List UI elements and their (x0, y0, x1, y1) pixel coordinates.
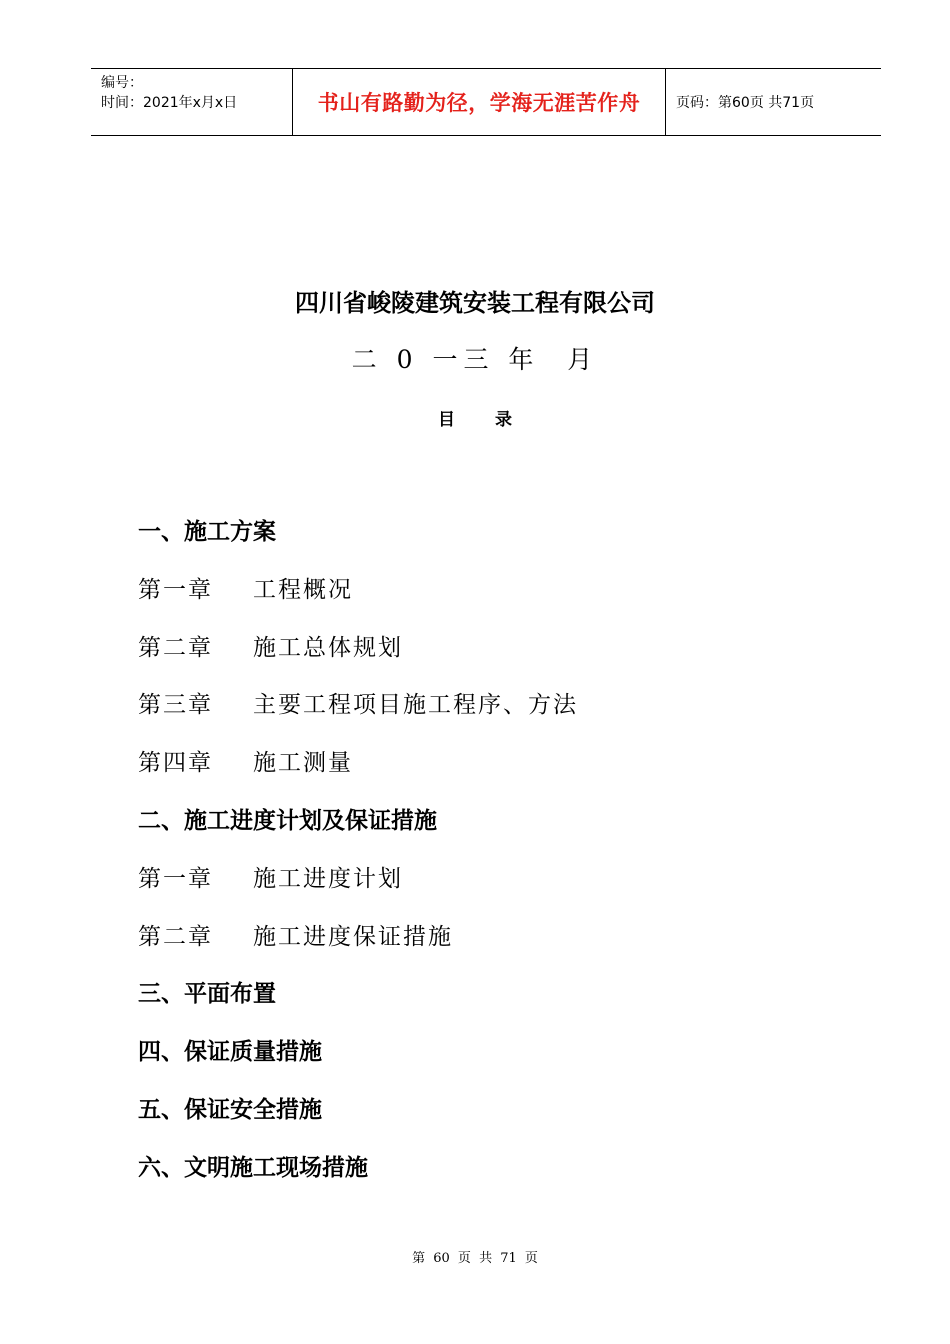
toc-section-title: 四、保证质量措施 (138, 1039, 322, 1066)
toc-section[interactable] (138, 974, 838, 1032)
header-meta (91, 69, 293, 135)
toc-chapter-number: 第四章 (138, 750, 213, 777)
toc-chapter-number: 第二章 (138, 923, 213, 950)
toc-chapter-title: 施工测量 (253, 750, 353, 777)
toc-section-title: 五、保证安全措施 (138, 1096, 322, 1123)
toc-chapter-title: 施工总体规划 (253, 634, 403, 661)
toc-section-title: 一、施工方案 (138, 519, 276, 545)
toc-chapter[interactable] (138, 570, 838, 628)
table-of-contents (138, 512, 838, 1206)
page-footer: 第 60 页 共 71 页 (412, 1251, 538, 1266)
toc-chapter-title: 主要工程项目施工程序、方法 (253, 692, 578, 719)
toc-title: 目录 (438, 410, 552, 430)
toc-chapter-number: 第一章 (138, 865, 213, 892)
toc-chapter[interactable] (138, 859, 838, 917)
toc-section[interactable] (138, 1148, 838, 1206)
toc-section-title: 六、文明施工现场措施 (138, 1154, 368, 1181)
header-time-label: 时间：2021年x月x日 (101, 95, 238, 111)
toc-chapter-title: 施工进度计划 (253, 865, 403, 892)
toc-chapter[interactable] (138, 917, 838, 975)
toc-chapter-number: 第三章 (138, 692, 213, 719)
toc-section[interactable] (138, 1032, 838, 1090)
toc-chapter[interactable] (138, 628, 838, 686)
toc-chapter[interactable] (138, 743, 838, 801)
header-page-label: 页码：第60页 共71页 (676, 95, 815, 111)
date-line: 二 0 一三 年 月 (351, 345, 599, 374)
toc-section[interactable] (138, 512, 838, 570)
toc-section[interactable] (138, 1090, 838, 1148)
page-header (91, 68, 881, 136)
toc-chapter-number: 第一章 (138, 576, 213, 603)
toc-section-title: 三、平面布置 (138, 981, 276, 1008)
company-name: 四川省峻陵建筑安装工程有限公司 (295, 288, 655, 317)
header-number-label: 编号： (101, 75, 143, 91)
toc-chapter-number: 第二章 (138, 634, 213, 661)
toc-chapter-title: 工程概况 (253, 576, 353, 603)
toc-section[interactable] (138, 801, 838, 859)
header-motto: 书山有路勤为径，学海无涯苦作舟 (293, 69, 666, 135)
toc-section-title: 二、施工进度计划及保证措施 (138, 807, 437, 834)
toc-chapter-title: 施工进度保证措施 (253, 923, 453, 950)
toc-chapter[interactable] (138, 685, 838, 743)
